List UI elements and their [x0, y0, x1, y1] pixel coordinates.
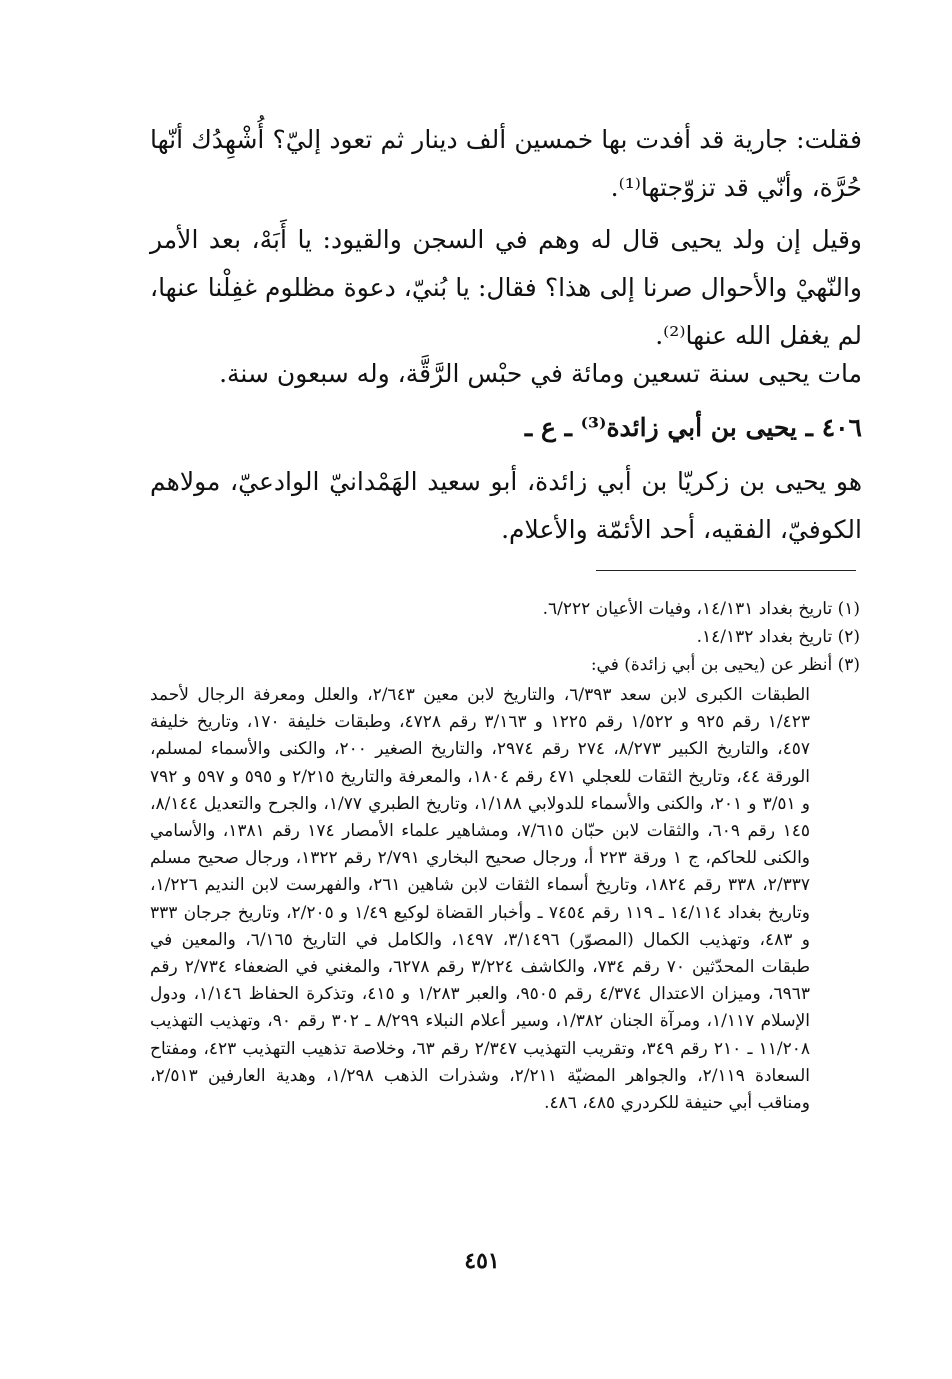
footnote-1: (١) تاريخ بغداد ١٤/١٣١، وفيات الأعيان ٦/٢٢٢. [542, 599, 860, 619]
body-paragraph-1: فقلت: جارية قد أفدت بها خمسين ألف دينار ثم تعود إليّ؟ أُشْهِدُك أنّها حُرَّة، وأنّي قد تزوّجتها⁽¹⁾. [150, 125, 862, 202]
page-number-text: ٤٥١ [464, 1248, 500, 1274]
footnote-2: (٢) تاريخ بغداد ١٤/١٣٢. [696, 627, 860, 647]
footnote-3-intro: (٣) أنظر عن (يحيى بن أبي زائدة) في: [590, 655, 860, 675]
page-number [0, 1248, 952, 1274]
entry-heading: ٤٠٦ ـ يحيى بن أبي زائدة⁽³⁾ ـ ع ـ [524, 413, 862, 442]
body-paragraph-3: مات يحيى سنة تسعين ومائة في حبْس الرَّقَّة، وله سبعون سنة. [219, 359, 862, 388]
body-paragraph-4: هو يحيى بن زكريّا بن أبي زائدة، أبو سعيد الهَمْدانيّ الوادعيّ، مولاهم الكوفيّ، الفقيه، أحد الأئمّة والأعلام. [150, 467, 862, 544]
body-paragraph-2: وقيل إن ولد يحيى قال له وهم في السجن والقيود: يا أَبَهْ، بعد الأمر والنّهيْ والأحوال صرنا إلى هذا؟ فقال: يا بُنيّ، دعوة مظلوم غفِلْنا عنها، لم يغفل الله عنها⁽²⁾. [150, 225, 862, 350]
footnote-3-body: الطبقات الكبرى لابن سعد ٦/٣٩٣، والتاريخ لابن معين ٢/٦٤٣، والعلل ومعرفة الرجال لأحمد ١/٤٢٣ رقم ٩٢٥ و ١/٥٢٢ رقم ١٢٢٥ و ٣/١٦٣ رقم ٤٧٢٨، وطبقات خليفة ١٧٠، وتاريخ خليفة ٤٥٧، والتاريخ الكبير ٨/٢٧٣، ٢٧٤ رقم ٢٩٧٤، والتاريخ الصغير ٢٠٠، والكنى والأسماء لمسلم، الورقة ٤٤، وتاريخ الثقات للعجلي ٤٧١ رقم ١٨٠٤، والمعرفة والتاريخ ٢/٢١٥ و ٥٩٥ و ٥٩٧ و ٧٩٢ و ٣/٥١ و ٢٠١، والكنى والأسماء للدولابي ١/١٨٨، وتاريخ الطبري ١/٧٧، والجرح والتعديل ٨/١٤٤، ١٤٥ رقم ٦٠٩، والثقات لابن حبّان ٧/٦١٥، ومشاهير علماء الأمصار ١٧٤ رقم ١٣٨١، والأسامي والكنى للحاكم، ج ١ ورقة ٢٢٣ أ، ورجال صحيح البخاري ٢/٧٩١ رقم ١٣٢٢، ورجال صحيح مسلم ٢/٣٣٧، ٣٣٨ رقم ١٨٢٤، وتاريخ أسماء الثقات لابن شاهين ٢٦١، والفهرست لابن النديم ١/٢٢٦، وتاريخ بغداد ١٤/١١٤ ـ ١١٩ رقم ٧٤٥٤ ـ وأخبار القضاة لوكيع ١/٤٩ و ٢/٢٠٥، وتاريخ جرجان ٣٣٣ و ٤٨٣، وتهذيب الكمال (المصوّر) ٣/١٤٩٦، ١٤٩٧، والكامل في التاريخ ٦/١٦٥، والمعين في طبقات المحدّثين ٧٠ رقم ٧٣٤، والكاشف ٣/٢٢٤ رقم ٦٢٧٨، والمغني في الضعفاء ٢/٧٣٤ رقم ٦٩٦٣، وميزان الاعتدال ٤/٣٧٤ رقم ٩٥٠٥، والعبر ١/٢٨٣ و ٤١٥، وتذكرة الحفاظ ١/١٤٦، ودول الإسلام ١/١١٧، ومرآة الجنان ١/٣٨٢، وسير أعلام النبلاء ٨/٢٩٩ ـ ٣٠٢ رقم ٩٠، وتهذيب التهذيب ١١/٢٠٨ ـ ٢١٠ رقم ٣٤٩، وتقريب التهذيب ٢/٣٤٧ رقم ٦٣، وخلاصة تذهيب التهذيب ٤٢٣، ومفتاح السعادة ٢/١١٩، والجواهر المضيّة ٢/٢١١، وشذرات الذهب ١/٢٩٨، وهدية العارفين ٢/٥١٣، ومناقب أبي حنيفة للكردري ٤٨٥، ٤٨٦. [150, 685, 811, 1114]
footnote-separator [596, 570, 856, 571]
